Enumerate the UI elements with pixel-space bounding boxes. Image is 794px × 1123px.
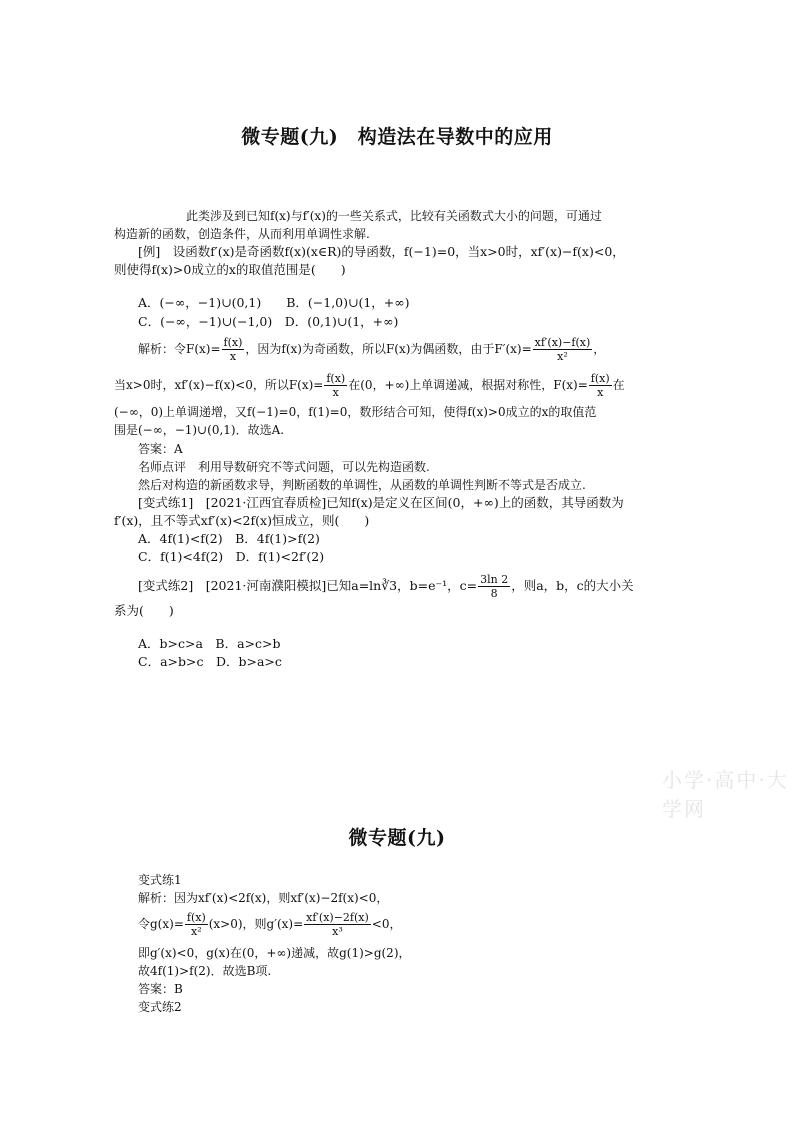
practice-1-line-2: f′(x)，且不等式xf′(x)<2f(x)恒成立，则( ) — [114, 513, 370, 528]
example-answer: 答案：A — [138, 442, 183, 456]
answer-1-line-3: 即g′(x)<0，g(x)在(0，+∞)递减，故g(1)>g(2)， — [138, 946, 411, 960]
answer-1-answer: 答案：B — [138, 982, 183, 996]
example-options-line-2: C．(−∞，−1)∪(−1,0) D．(0,1)∪(1，+∞) — [138, 314, 399, 329]
solution-text: 解析：令F(x)= — [138, 342, 221, 356]
solution-text: ，因为f(x)为奇函数，所以F(x)为偶函数，由于F′(x)= — [245, 342, 532, 356]
answer-1-label: 变式练1 — [138, 873, 182, 887]
fraction — [304, 911, 371, 938]
fraction-numerator: f(x) — [590, 372, 610, 385]
fraction-numerator: f(x) — [326, 372, 346, 385]
fraction-numerator: f(x) — [223, 336, 243, 349]
fraction — [533, 336, 593, 363]
practice-2-options-1: A．b>c>a B．a>c>b — [138, 636, 281, 651]
answer-1-line-2 — [138, 911, 402, 938]
practice-1-options-1: A．4f(1)<f(2) B．4f(1)>f(2) — [138, 531, 320, 546]
solution-text: ， — [593, 342, 606, 356]
answer-text: 令g(x)= — [138, 917, 184, 931]
intro-line-2: 构造新的函数，创造条件，从而利用单调性求解. — [114, 227, 370, 241]
intro-line-1: 此类涉及到已知f(x)与f′(x)的一些关系式，比较有关函数式大小的问题，可通过 — [186, 209, 602, 223]
example-options-line-1: A．(−∞，−1)∪(0,1) B．(−1,0)∪(1，+∞) — [138, 295, 410, 310]
fraction-numerator: f(x) — [186, 911, 206, 924]
fraction-denominator: 8 — [490, 587, 498, 600]
fraction-denominator: x — [229, 350, 237, 363]
practice-1-line-1: [变式练1] [2021·江西宜春质检]已知f(x)是定义在区间(0，+∞)上的函数，其导函数为 — [138, 495, 624, 510]
solution-text: 在(0，+∞)上单调递减，根据对称性，F(x)= — [348, 378, 588, 392]
fraction — [324, 372, 347, 399]
fraction-denominator: x — [597, 386, 604, 399]
fraction — [478, 573, 510, 600]
watermark: 小学·高中·大学网 — [662, 768, 789, 821]
example-solution-line-3: (−∞，0)上单调递增，又f(−1)=0，f(1)=0，数形结合可知，使得f(x)>0成立的x的取值范 — [114, 405, 597, 419]
fraction-numerator: xf′(x)−f(x) — [534, 336, 591, 349]
example-question-line-2: 则使得f(x)>0成立的x的取值范围是( ) — [114, 262, 346, 277]
practice-2-options-2: C．a>b>c D．b>a>c — [138, 654, 282, 669]
answer-text: <0， — [371, 917, 402, 931]
answer-1-line-4: 故4f(1)>f(2)．故选B项. — [138, 964, 272, 978]
practice-2-text: [变式练2] [2021·河南濮阳模拟]已知a=ln∛3，b=e⁻¹，c= — [138, 578, 478, 593]
fraction-numerator: xf′(x)−2f(x) — [306, 911, 369, 924]
fraction — [185, 911, 208, 938]
practice-2-line-2: 系为( ) — [114, 603, 174, 618]
example-solution-line-1 — [138, 336, 605, 363]
fraction-numerator: 3ln 2 — [480, 573, 509, 586]
page-title: 微专题(九) 构造法在导数中的应用 — [241, 126, 553, 148]
fraction — [589, 372, 612, 399]
practice-1-options-2: C．f(1)<4f(2) D．f(1)<2f′(2) — [138, 549, 325, 564]
fraction-denominator: x² — [190, 925, 202, 938]
solution-text: 在 — [612, 378, 625, 392]
answers-title: 微专题(九) — [348, 827, 446, 849]
teacher-comment-2: 然后对构造的新函数求导，判断函数的单调性，从函数的单调性判断不等式是否成立. — [138, 478, 586, 492]
fraction — [222, 336, 245, 363]
answer-2-label: 变式练2 — [138, 1000, 182, 1014]
fraction-denominator: x² — [557, 350, 568, 363]
teacher-comment: 名师点评 利用导数研究不等式问题，可以先构造函数. — [138, 460, 430, 474]
fraction-denominator: x — [332, 386, 339, 399]
example-solution-line-2 — [114, 372, 625, 399]
answer-text: (x>0)，则g′(x)= — [208, 917, 304, 931]
practice-2-text: ，则a，b，c的大小关 — [511, 578, 634, 593]
example-solution-line-4: 围是(−∞，−1)∪(0,1)．故选A. — [114, 423, 285, 437]
example-question-line-1: [例] 设函数f′(x)是奇函数f(x)(x∈R)的导函数，f(−1)=0，当x>0时，xf′(x)−f(x)<0， — [138, 244, 625, 259]
solution-text: 当x>0时，xf′(x)−f(x)<0，所以F(x)= — [114, 378, 324, 392]
practice-2-line-1 — [138, 573, 634, 600]
answer-1-line-1: 解析：因为xf′(x)<2f(x)，则xf′(x)−2f(x)<0， — [138, 891, 389, 905]
fraction-denominator: x³ — [332, 925, 343, 938]
